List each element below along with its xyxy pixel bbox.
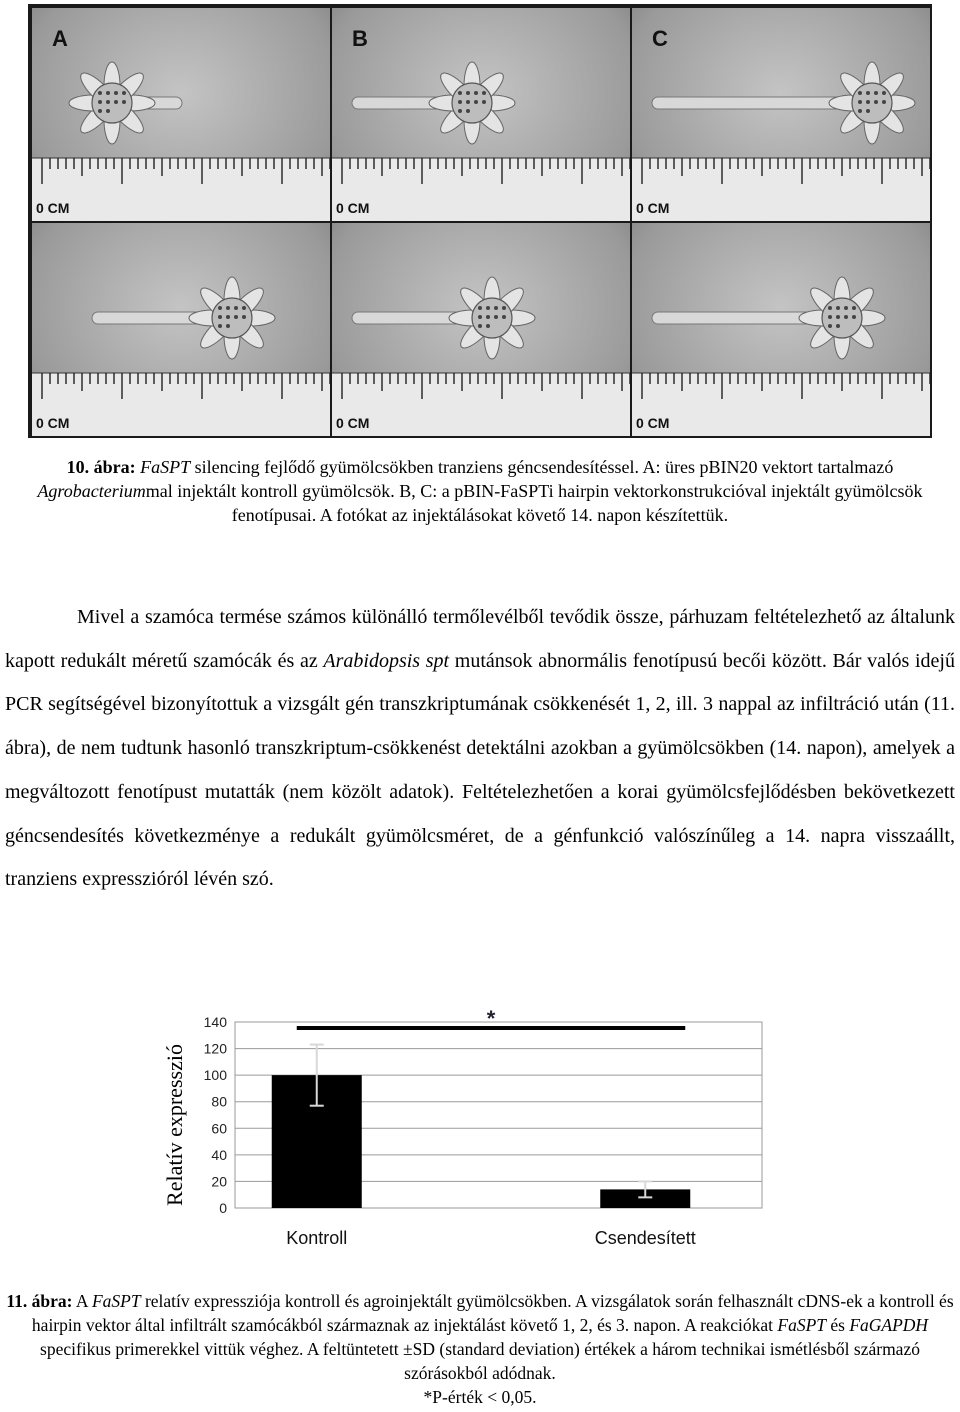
achene-dot [882, 91, 886, 95]
photo-panel-c-bottom [632, 223, 930, 436]
fruit-photo-illustration [32, 223, 330, 436]
stem-shape [652, 312, 817, 324]
achene-dot [858, 109, 862, 113]
achene-dot [486, 306, 490, 310]
achene-dot [844, 306, 848, 310]
achene-dot [494, 315, 498, 319]
organism-name: Agrobacterium [37, 481, 146, 501]
figure-11-chart [150, 990, 800, 1260]
achene-dot [458, 100, 462, 104]
achene-dot [836, 306, 840, 310]
achene-dot [98, 100, 102, 104]
photo-panel-b-top [332, 8, 630, 221]
achene-dot [218, 306, 222, 310]
caption-label: 11. ábra: [6, 1291, 73, 1311]
achene-dot [852, 306, 856, 310]
figure-10-photo-plate [28, 4, 932, 438]
fruit-photo-illustration [632, 8, 930, 221]
ruler-shape [32, 158, 330, 221]
figure-10-caption [0, 455, 960, 527]
ruler-label: 0 CM [36, 200, 70, 216]
achene-dot [106, 100, 110, 104]
x-tick-label: Kontroll [286, 1228, 348, 1248]
ruler-shape [632, 158, 930, 221]
achene-dot [474, 91, 478, 95]
y-tick-label: 20 [211, 1173, 227, 1190]
caption-text: silencing fejlődő gyümölcsökben tranziens géncsendesítéssel. A: üres pBIN20 vektort tartalmazó [190, 457, 894, 477]
stem-shape [92, 312, 202, 324]
body-text-1: Mivel a szamóca termése számos különálló termőlevélből tevődik össze, párhuzam feltételezhető az általunk kapott redukált méretű szamócák és az [5, 606, 955, 672]
y-tick-label: 0 [219, 1200, 227, 1216]
stem-shape [652, 97, 847, 109]
achene-dot [502, 306, 506, 310]
figure-11-caption [0, 1289, 960, 1409]
achene-dot [122, 100, 126, 104]
photo-panel-c-top [632, 8, 930, 221]
achene-dot [828, 324, 832, 328]
achene-dot [114, 100, 118, 104]
achene-dot [874, 100, 878, 104]
achene-dot [106, 109, 110, 113]
y-tick-label: 80 [211, 1093, 227, 1110]
achene-dot [478, 324, 482, 328]
caption-text: relatív expressziója kontroll és agroinjektált gyümölcsökben. A vizsgálatok során felhasznált cDNS-ek a kontroll és hairpin vektor által infiltrált szamócákból származnak az injektálást követő 1, 2, és 3. napon. A reakciókat [31, 1291, 954, 1335]
achene-dot [466, 100, 470, 104]
achene-dot [226, 315, 230, 319]
achene-dot [98, 109, 102, 113]
ruler-shape [32, 373, 330, 436]
ruler-label: 0 CM [36, 415, 70, 431]
x-tick-label: Csendesített [594, 1228, 696, 1248]
gene-name: FaSPT [140, 457, 191, 477]
photo-panel-a-top [32, 8, 330, 221]
ruler-label: 0 CM [636, 415, 670, 431]
achene-dot [474, 100, 478, 104]
caption-text: és [826, 1315, 850, 1335]
fruit-photo-illustration [332, 8, 630, 221]
achene-dot [844, 315, 848, 319]
fruit-shape [822, 298, 862, 338]
achene-dot [234, 306, 238, 310]
achene-dot [466, 109, 470, 113]
achene-dot [882, 100, 886, 104]
achene-dot [836, 324, 840, 328]
achene-dot [242, 306, 246, 310]
achene-dot [98, 91, 102, 95]
achene-dot [836, 315, 840, 319]
achene-dot [478, 306, 482, 310]
achene-dot [466, 91, 470, 95]
achene-dot [458, 109, 462, 113]
achene-dot [458, 91, 462, 95]
ruler-shape [332, 373, 630, 436]
stem-shape [352, 312, 462, 324]
gene-name: FaSPT [91, 1291, 141, 1311]
ruler-label: 0 CM [636, 200, 670, 216]
caption-pvalue: *P-érték < 0,05. [423, 1387, 537, 1407]
fruit-shape [92, 83, 132, 123]
achene-dot [218, 324, 222, 328]
photo-panel-a-bottom [32, 223, 330, 436]
ruler-label: 0 CM [336, 200, 370, 216]
y-tick-label: 100 [203, 1067, 227, 1084]
achene-dot [858, 100, 862, 104]
caption-text: A [72, 1291, 92, 1311]
achene-dot [486, 324, 490, 328]
y-tick-label: 140 [203, 1014, 227, 1030]
achene-dot [502, 315, 506, 319]
fruit-photo-illustration [632, 223, 930, 436]
caption-label: 10. ábra: [66, 457, 136, 477]
fruit-photo-illustration [332, 223, 630, 436]
body-text-2: mutánsok abnormális fenotípusú becői között. Bár valós idejű PCR segítségével bizonyítottuk a vizsgált gén transzkriptumának csökkenését 1, 2, ill. 3 nappal az infiltráció után (11. ábra), de nem tudtunk hasonló transzkriptum-csökkenést detektálni azokban a gyümölcsökben (14. napon), amelyek a megváltozott fenotípust mutatták (nem közölt adatok). Feltételezhetően a korai gyümölcsfejlődésben bekövetkezett géncsendesítés következménye a redukált gyümölcsméret, de a génfunkció valószínűleg a 14. napra visszaállt, tranziens expresszióról lévén szó. [5, 649, 955, 891]
achene-dot [866, 109, 870, 113]
panel-label: C [652, 26, 668, 51]
achene-dot [828, 315, 832, 319]
achene-dot [482, 91, 486, 95]
fruit-photo-illustration [32, 8, 330, 221]
photo-panel-b-bottom [332, 223, 630, 436]
y-tick-label: 40 [211, 1146, 227, 1163]
panel-label: B [352, 26, 368, 51]
bar-chart [150, 990, 800, 1260]
fruit-shape [212, 298, 252, 338]
significance-star: * [486, 1006, 496, 1031]
y-tick-label: 60 [211, 1120, 227, 1137]
caption-text: specifikus primerekkel vittük véghez. A feltüntetett ±SD (standard deviation) értékek a három technikai ismétlésből származó szórásokból adódnak. [40, 1339, 920, 1383]
gene-name: FaSPT [777, 1315, 826, 1335]
gene-name: FaGAPDH [849, 1315, 929, 1335]
achene-dot [486, 315, 490, 319]
achene-dot [494, 306, 498, 310]
body-paragraph [5, 596, 955, 902]
achene-dot [852, 315, 856, 319]
y-axis-label: Relatív expresszió [162, 1044, 187, 1206]
y-tick-label: 120 [203, 1040, 227, 1057]
achene-dot [114, 91, 118, 95]
achene-dot [122, 91, 126, 95]
body-italic: Arabidopsis spt [323, 649, 450, 672]
achene-dot [242, 315, 246, 319]
ruler-shape [632, 373, 930, 436]
achene-dot [482, 100, 486, 104]
caption-text: mal injektált kontroll gyümölcsök. B, C: a pBIN-FaSPTi hairpin vektorkonstrukcióval injektált gyümölcsök fenotípusai. A fotókat az injektálásokat követő 14. napon készítettük. [145, 481, 923, 525]
achene-dot [226, 324, 230, 328]
achene-dot [226, 306, 230, 310]
achene-dot [874, 91, 878, 95]
achene-dot [858, 91, 862, 95]
achene-dot [218, 315, 222, 319]
ruler-shape [332, 158, 630, 221]
achene-dot [828, 306, 832, 310]
panel-label: A [52, 26, 68, 51]
fruit-shape [472, 298, 512, 338]
ruler-label: 0 CM [336, 415, 370, 431]
achene-dot [866, 91, 870, 95]
fruit-shape [852, 83, 892, 123]
achene-dot [234, 315, 238, 319]
fruit-shape [452, 83, 492, 123]
achene-dot [866, 100, 870, 104]
achene-dot [478, 315, 482, 319]
achene-dot [106, 91, 110, 95]
